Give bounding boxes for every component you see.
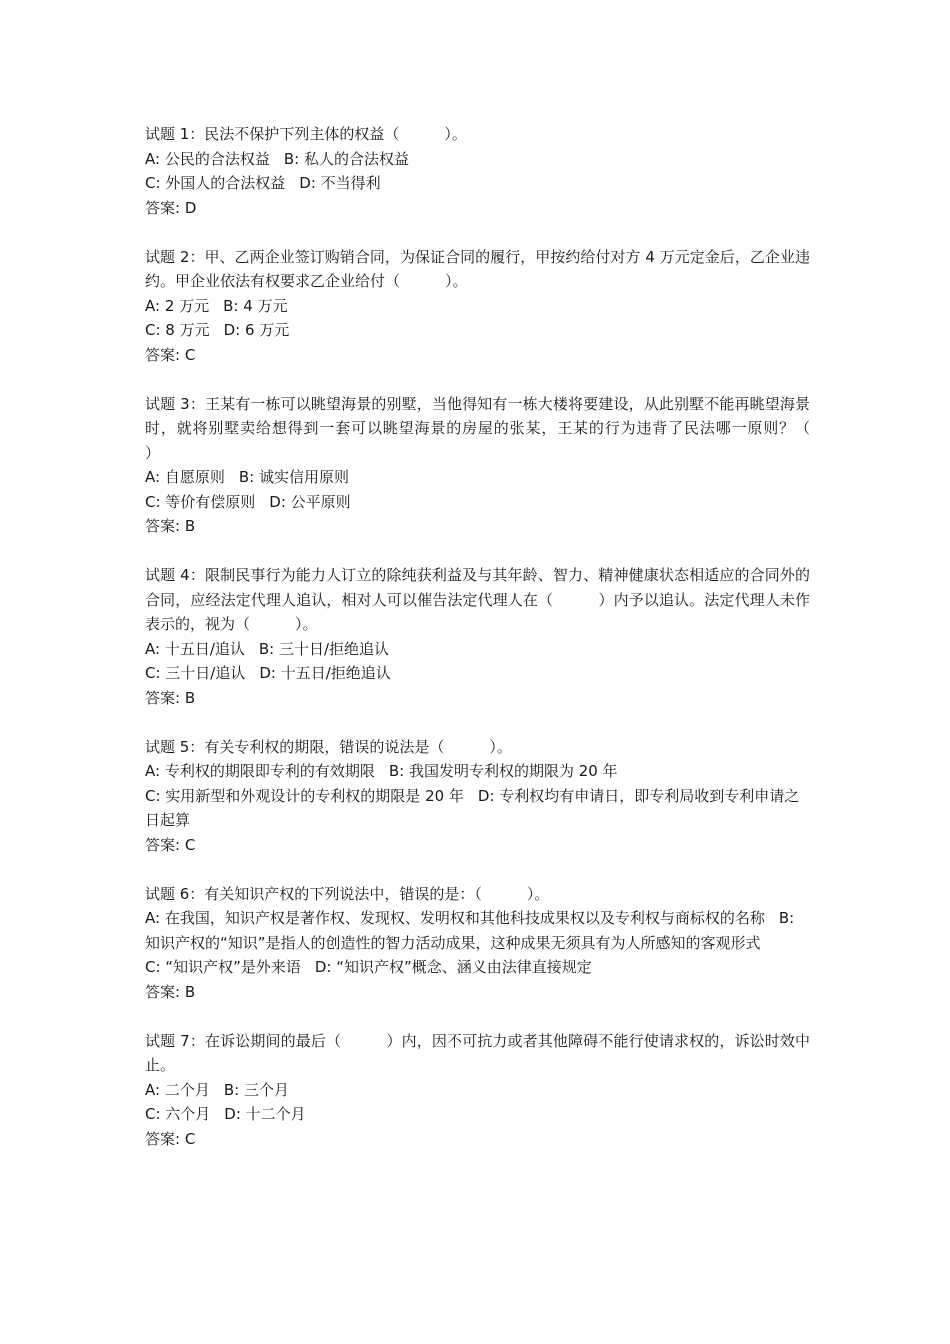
answer-option: C: 等价有偿原则 — [145, 492, 256, 511]
answer-option: C: 外国人的合法权益 — [145, 174, 286, 192]
answer-option: C: 实用新型和外观设计的专利权的期限是 20 年 — [145, 786, 464, 805]
question-stem: 试题 7：在诉讼期间的最后（ ）内，因不可抗力或者其他障碍不能行使请求权的，诉讼时效中止。 — [145, 1031, 810, 1074]
answer-option: B: 4 万元 — [223, 296, 288, 315]
question-document — [145, 122, 856, 1176]
answer-key: 答案: C — [145, 345, 196, 364]
answer-key: 答案: C — [145, 835, 196, 854]
answer-option: A: 专利权的期限即专利的有效期限 — [145, 762, 375, 780]
answer-option: D: 不当得利 — [299, 174, 381, 192]
answer-option: B: 三十日/拒绝追认 — [258, 639, 390, 658]
options-row — [145, 1078, 810, 1103]
answer-option: D: 6 万元 — [223, 321, 290, 339]
options-row — [145, 759, 810, 784]
answer-option: B: 我国发明专利权的期限为 20 年 — [388, 762, 618, 780]
answer-option: D: “知识产权”概念、涵义由法律直接规定 — [314, 958, 592, 976]
answer-key: 答案: B — [145, 517, 196, 535]
options-row — [145, 906, 810, 955]
answer-option: C: 六个月 — [145, 1105, 211, 1123]
answer-option: A: 公民的合法权益 — [145, 149, 270, 168]
answer-option: B: 知识产权的“知识”是指人的创造性的智力活动成果，这种成果无须具有为人所感知的客观形式 — [145, 909, 795, 952]
answer-option: A: 二个月 — [145, 1080, 210, 1099]
answer-option: C: 三十日/追认 — [145, 664, 246, 682]
answer-option: B: 私人的合法权益 — [283, 149, 409, 168]
question-block — [145, 122, 810, 220]
answer-key: 答案: B — [145, 982, 196, 1001]
question-block — [145, 882, 810, 1005]
options-row — [145, 784, 810, 833]
question-block — [145, 1029, 810, 1152]
answer-option: A: 十五日/追认 — [145, 639, 245, 658]
answer-key: 答案: C — [145, 1129, 196, 1148]
answer-option: A: 2 万元 — [145, 296, 210, 315]
answer-option: D: 公平原则 — [269, 492, 351, 511]
options-row — [145, 318, 810, 343]
answer-option: C: 8 万元 — [145, 321, 210, 339]
answer-key: 答案: B — [145, 688, 196, 707]
question-block — [145, 563, 810, 710]
answer-option: B: 诚实信用原则 — [238, 468, 349, 486]
question-block — [145, 245, 810, 368]
question-stem: 试题 4：限制民事行为能力人订立的除纯获利益及与其年龄、智力、精神健康状态相适应的合同外的合同，应经法定代理人追认，相对人可以催告法定代理人在（ ）内予以追认。法定代理人未作表示的，视为（ ）。 — [145, 566, 810, 633]
question-stem: 试题 5：有关专利权的期限，错误的说法是（ ）。 — [145, 737, 512, 756]
answer-option: B: 三个月 — [223, 1080, 289, 1099]
answer-option: D: 十二个月 — [224, 1105, 306, 1123]
options-row — [145, 637, 810, 662]
options-row — [145, 955, 810, 980]
options-row — [145, 147, 810, 172]
answer-key: 答案: D — [145, 198, 197, 217]
options-row — [145, 490, 810, 515]
answer-option: A: 自愿原则 — [145, 468, 225, 486]
question-stem: 试题 2：甲、乙两企业签订购销合同，为保证合同的履行，甲按约给付对方 4 万元定金后，乙企业违约。甲企业依法有权要求乙企业给付（ ）。 — [145, 247, 810, 290]
answer-option: C: “知识产权”是外来语 — [145, 958, 301, 976]
answer-option: A: 在我国，知识产权是著作权、发现权、发明权和其他科技成果权以及专利权与商标权的名称 — [145, 909, 765, 927]
answer-option: D: 十五日/拒绝追认 — [259, 664, 391, 682]
options-row — [145, 1102, 810, 1127]
question-stem: 试题 6：有关知识产权的下列说法中，错误的是：（ ）。 — [145, 884, 550, 903]
question-stem: 试题 3：王某有一栋可以眺望海景的别墅，当他得知有一栋大楼将要建设，从此别墅不能再眺望海景时，就将别墅卖给想得到一套可以眺望海景的房屋的张某，王某的行为违背了民法哪一原则？（ ） — [145, 394, 856, 462]
options-row — [145, 294, 810, 319]
options-row — [145, 171, 810, 196]
options-row — [145, 661, 810, 686]
options-row — [145, 465, 810, 490]
question-block — [145, 735, 810, 858]
question-block — [145, 392, 856, 539]
question-stem: 试题 1：民法不保护下列主体的权益（ ）。 — [145, 125, 467, 143]
answer-option: D: 专利权均有申请日，即专利局收到专利申请之日起算 — [145, 786, 800, 829]
